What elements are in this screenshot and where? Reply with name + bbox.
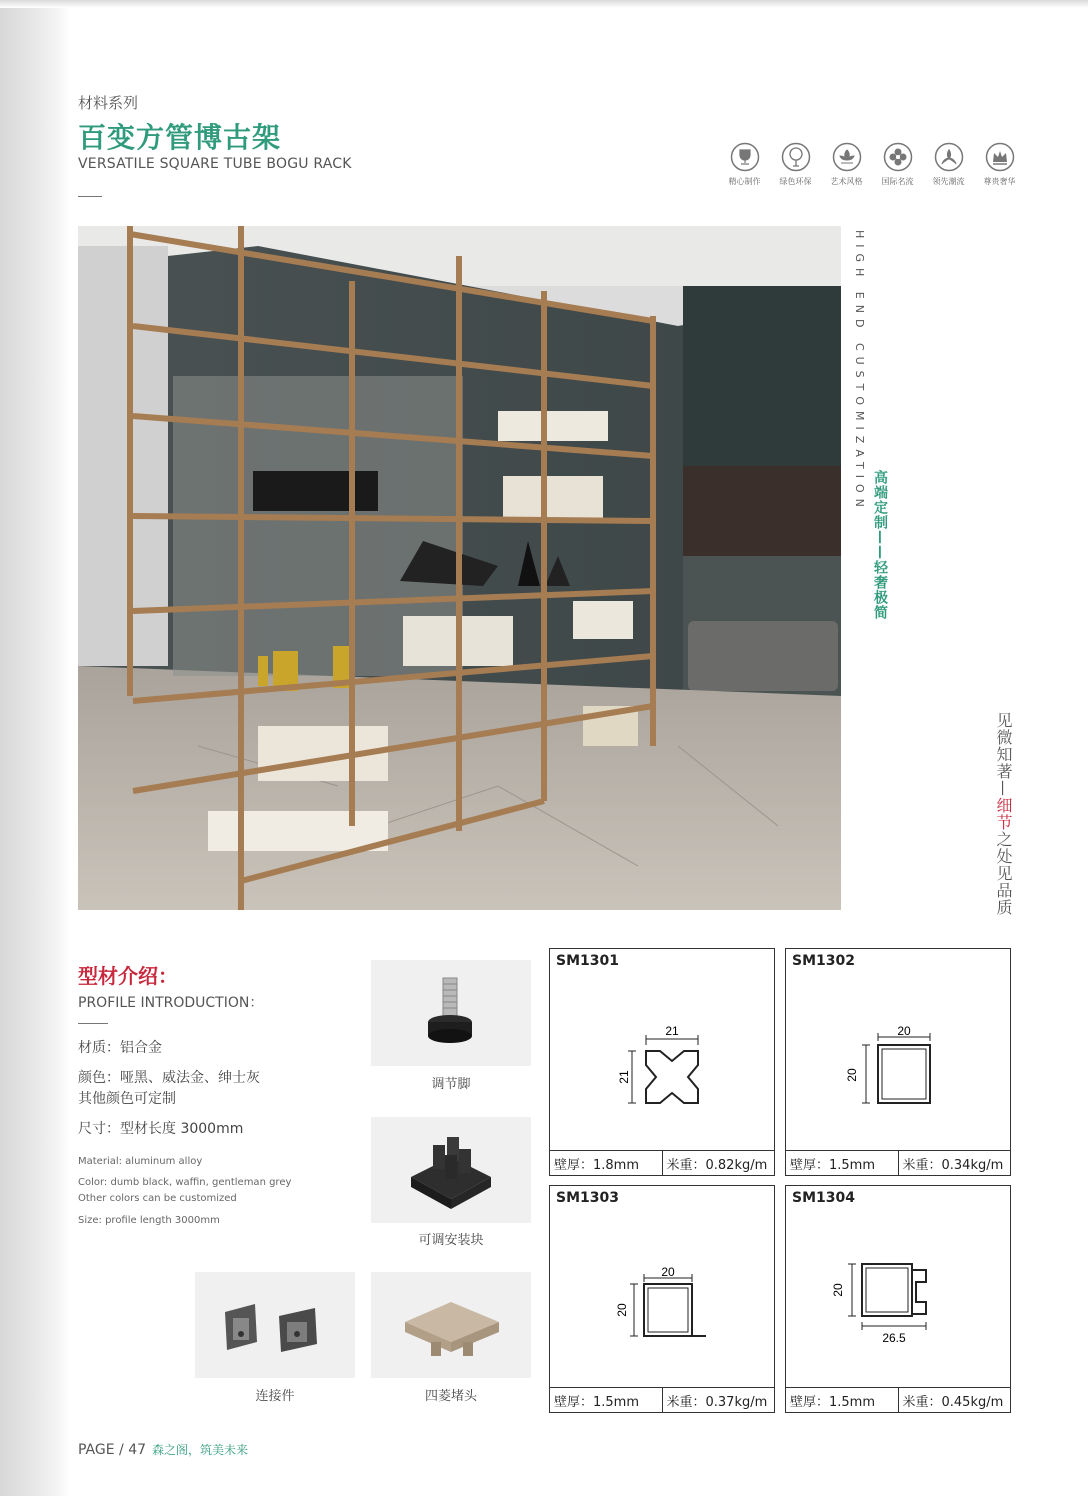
- feature-item: [875, 142, 920, 192]
- feature-item: [926, 142, 971, 192]
- feature-item: [773, 142, 818, 192]
- vertical-green-slogan: 高端定制——轻奢极简: [872, 470, 888, 620]
- lotus-icon: [832, 142, 862, 172]
- spec-color-en: Color: dumb black, waffin, gentleman grey: [78, 1177, 292, 1188]
- profile-code: SM1302: [792, 953, 855, 969]
- end-cap-icon: [371, 1272, 531, 1378]
- profile-code: SM1304: [792, 1190, 855, 1206]
- profile-specs: [786, 1150, 1010, 1175]
- spec-material-en: Material: aluminum alloy: [78, 1156, 203, 1167]
- detail-slogan-part: 见微知著—: [994, 712, 1013, 797]
- detail-slogan-part: 之处见品质: [994, 831, 1013, 916]
- profile-specs: [550, 1387, 774, 1412]
- title-divider: [78, 196, 102, 197]
- feature-label: 领先潮流: [932, 177, 965, 186]
- profile-section-sm1302: [786, 949, 1010, 1149]
- feature-item: [824, 142, 869, 192]
- tree-icon: [781, 142, 811, 172]
- wall-thickness: 壁厚：1.8mm: [554, 1157, 640, 1173]
- footer-slogan: 森之阁，筑美未来: [152, 1443, 249, 1457]
- mounting-block-image: [371, 1117, 531, 1223]
- profile-section-sm1301: [550, 949, 774, 1149]
- part-label-foot: 调节脚: [431, 1077, 471, 1092]
- profile-code: SM1301: [556, 953, 619, 969]
- profile-card-sm1303: [549, 1185, 775, 1413]
- shelf-room-illustration: [78, 226, 841, 910]
- feature-label: 艺术风格: [830, 177, 863, 186]
- intro-subtitle: PROFILE INTRODUCTION：: [78, 995, 264, 1011]
- profile-specs: [786, 1387, 1010, 1412]
- spec-color-custom: 其他颜色可定制: [78, 1091, 176, 1107]
- spec-size-en: Size: profile length 3000mm: [78, 1215, 220, 1226]
- spec-size: 尺寸：型材长度 3000mm: [78, 1121, 244, 1137]
- wall-thickness: 壁厚：1.5mm: [554, 1394, 640, 1410]
- feature-item: [977, 142, 1022, 192]
- intro-title: 型材介绍：: [78, 964, 178, 988]
- part-label-connector: 连接件: [255, 1389, 295, 1404]
- feature-label: 国际名流: [881, 177, 914, 186]
- dim-width: 20: [661, 1265, 675, 1279]
- part-label-cap: 四菱堵头: [424, 1389, 477, 1404]
- wall-thickness: 壁厚：1.5mm: [790, 1394, 876, 1410]
- meter-weight: 米重：0.45kg/m: [898, 1388, 1011, 1412]
- page-title: 百变方管博古架: [78, 121, 282, 154]
- profile-code: SM1303: [556, 1190, 619, 1206]
- spec-material: 材质：铝合金: [78, 1040, 162, 1056]
- part-label-block: 可调安装块: [418, 1233, 484, 1248]
- mounting-block-icon: [371, 1117, 531, 1223]
- dim-width: 21: [665, 1024, 679, 1038]
- detail-slogan-accent: 细节: [994, 797, 1013, 831]
- adjustable-foot-icon: [371, 960, 531, 1066]
- page-footer: [78, 1441, 248, 1458]
- feature-item: [722, 142, 767, 192]
- meter-weight: 米重：0.82kg/m: [662, 1151, 775, 1175]
- leaf-hands-icon: [934, 142, 964, 172]
- profile-card-sm1304: [785, 1185, 1011, 1413]
- flower-icon: [883, 142, 913, 172]
- connector-image: [195, 1272, 355, 1378]
- vertical-english-text: HIGH END CUSTOMIZATION: [853, 230, 866, 513]
- feature-label: 尊贵奢华: [983, 177, 1016, 186]
- profile-card-sm1302: [785, 948, 1011, 1176]
- feature-label: 绿色环保: [779, 177, 812, 186]
- meter-weight: 米重：0.34kg/m: [898, 1151, 1011, 1175]
- feature-icons: [722, 142, 1022, 192]
- profile-specs: [550, 1150, 774, 1175]
- dim-width: 26.5: [882, 1331, 906, 1345]
- spec-color-custom-en: Other colors can be customized: [78, 1193, 237, 1204]
- trophy-icon: [730, 142, 760, 172]
- series-label: 材料系列: [78, 94, 139, 112]
- connector-icon: [195, 1272, 355, 1378]
- dim-height: 20: [615, 1303, 629, 1317]
- profile-section-sm1303: [550, 1186, 774, 1386]
- meter-weight: 米重：0.37kg/m: [662, 1388, 775, 1412]
- dim-height: 20: [831, 1283, 845, 1297]
- feature-label: 精心制作: [728, 177, 761, 186]
- product-photo: [78, 226, 841, 910]
- vertical-detail-slogan: [993, 712, 1015, 916]
- dim-height: 21: [617, 1070, 631, 1084]
- profile-card-sm1301: [549, 948, 775, 1176]
- dim-width: 20: [897, 1024, 911, 1038]
- intro-divider: [78, 1023, 108, 1024]
- page-number: PAGE / 47: [78, 1442, 147, 1458]
- dim-height: 20: [845, 1068, 859, 1082]
- profile-section-sm1304: [786, 1186, 1010, 1386]
- crown-icon: [985, 142, 1015, 172]
- end-cap-image: [371, 1272, 531, 1378]
- page-top-edge: [0, 0, 1088, 8]
- spec-color: 颜色：哑黑、威法金、绅士灰: [78, 1070, 260, 1086]
- book-spine-shadow: [0, 0, 70, 1496]
- wall-thickness: 壁厚：1.5mm: [790, 1157, 876, 1173]
- page-subtitle: VERSATILE SQUARE TUBE BOGU RACK: [78, 156, 352, 172]
- adjustable-foot-image: [371, 960, 531, 1066]
